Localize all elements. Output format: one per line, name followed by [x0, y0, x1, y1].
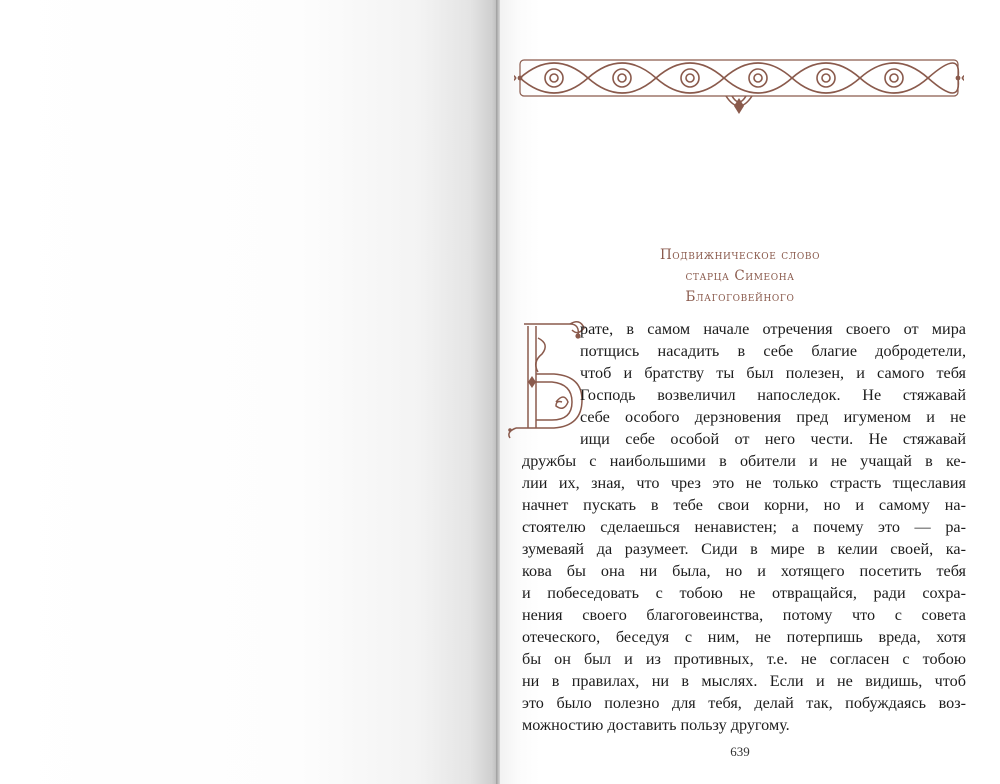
body-text-line: ни в правилах, ни в мыслях. Если и не видишь, чтоб [522, 672, 966, 690]
body-text-line: кова бы она ни была, но и хотящего посетить тебя [522, 562, 966, 580]
body-text-line: и побеседовать с тобою не отвращайся, ради сохра- [522, 584, 966, 602]
chapter-heading-line-1: Подвижническое слово [659, 247, 821, 263]
body-text-line: можностию доставить пользу другому. [522, 716, 790, 734]
left-page-blank [0, 0, 498, 784]
body-text-line: ищи себе особой от него чести. Не стяжавай [580, 430, 966, 448]
body-text-line: зумеваяй да разумеет. Сиди в мире в келии своей, ка- [522, 540, 966, 558]
chapter-heading-line-3: Благоговейного [685, 289, 795, 305]
body-text-line: лии их, зная, что чрез это не только страсть тщеславия [522, 474, 966, 492]
body-text-line: Господь возвеличил напоследок. Не стяжавай [580, 386, 966, 404]
body-text-line: стоятелю сделаешься ненавистен; а почему это — ра- [522, 518, 966, 536]
ornamental-headpiece [514, 46, 964, 118]
body-text-line: начнет пускать в тебе свои корни, но и самому на- [522, 496, 966, 514]
body-text-line: потщись насадить в себе благие добродетели, [580, 342, 966, 360]
page-number: 639 [730, 744, 750, 759]
body-text-line: это было полезно для тебя, делай так, побуждаясь воз- [522, 694, 966, 712]
body-text-line: чтоб и братству ты был полезен, и самого тебя [580, 364, 966, 382]
chapter-heading-line-2: старца Симеона [685, 268, 795, 284]
body-text-line: нения своего благоговеинства, потому что с совета [522, 606, 966, 624]
body-text-line: отеческого, беседуя с ним, не потерпишь вреда, хотя [522, 628, 966, 646]
body-text-line: бы он был и из противных, т.е. не согласен с тобою [522, 650, 966, 668]
body-text-line: рате, в самом начале отречения своего от мира [580, 320, 966, 338]
body-text-line: себе особого дерзновения пред игуменом и не [580, 408, 966, 426]
drop-cap-letter [508, 318, 586, 440]
body-text-line: дружбы с наибольшими в обители и не учащай в ке- [522, 452, 966, 470]
right-page [500, 0, 1000, 784]
